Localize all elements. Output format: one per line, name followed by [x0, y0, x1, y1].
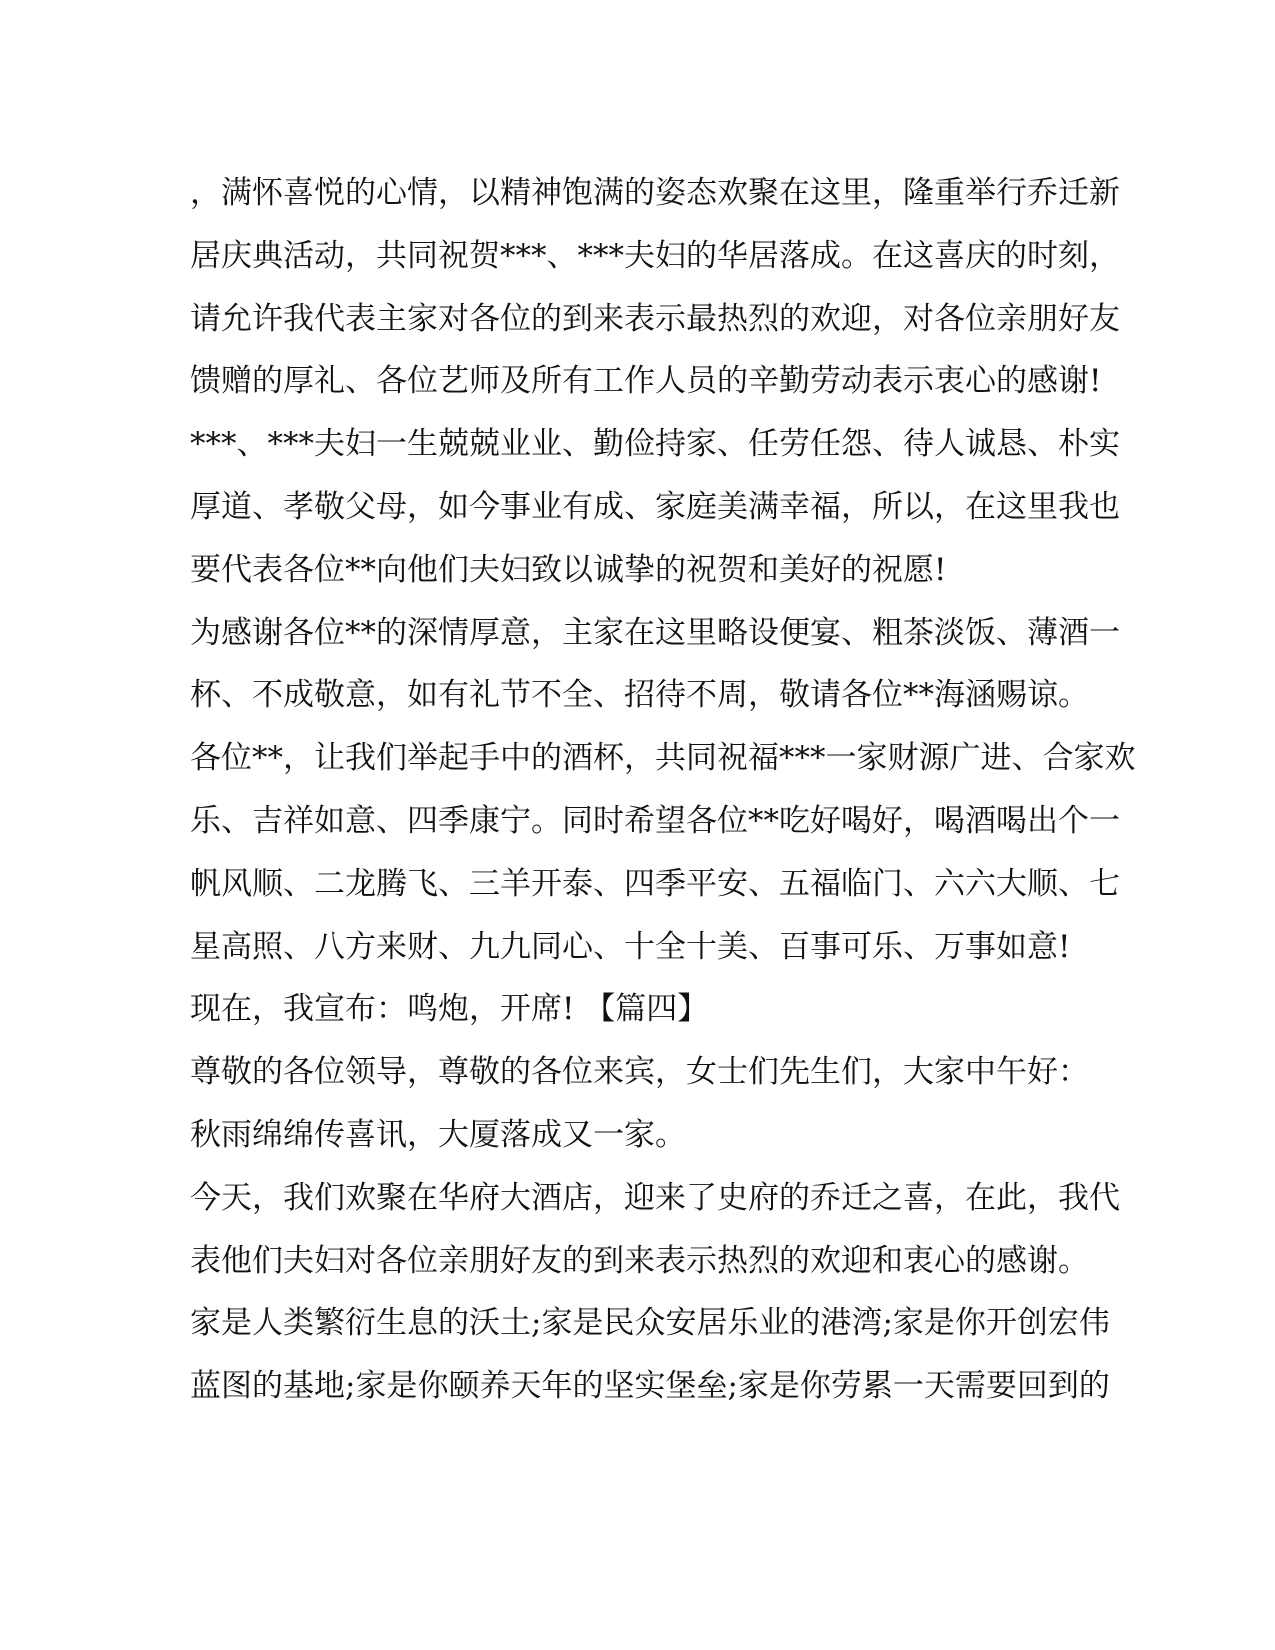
- text-line: 厚道、孝敬父母，如今事业有成、家庭美满幸福，所以，在这里我也: [190, 488, 1120, 525]
- text-line: 为感谢各位**的深情厚意，主家在这里略设便宴、粗茶淡饭、薄酒一: [190, 614, 1120, 651]
- text-line: 现在，我宣布：鸣炮，开席! 【篇四】: [190, 991, 709, 1028]
- text-line: ，满怀喜悦的心情，以精神饱满的姿态欢聚在这里，隆重举行乔迁新: [190, 175, 1120, 211]
- text-line: 星高照、八方来财、九九同心、十全十美、百事可乐、万事如意!: [190, 928, 1071, 965]
- text-line: 表他们夫妇对各位亲朋好友的到来表示热烈的欢迎和衷心的感谢。: [190, 1242, 1089, 1279]
- text-line: 居庆典活动，共同祝贺***、***夫妇的华居落成。在这喜庆的时刻，: [190, 237, 1120, 274]
- text-line: 馈赠的厚礼、各位艺师及所有工作人员的辛勤劳动表示衷心的感谢!: [190, 363, 1102, 400]
- text-line: 今天，我们欢聚在华府大酒店，迎来了史府的乔迁之喜，在此，我代: [190, 1179, 1120, 1216]
- text-line: ***、***夫妇一生兢兢业业、勤俭持家、任劳任怨、待人诚恳、朴实: [190, 426, 1120, 463]
- text-line: 要代表各位**向他们夫妇致以诚挚的祝贺和美好的祝愿!: [190, 551, 947, 588]
- text-line: 乐、吉祥如意、四季康宁。同时希望各位**吃好喝好，喝酒喝出个一: [190, 802, 1120, 839]
- text-line: 请允许我代表主家对各位的到来表示最热烈的欢迎，对各位亲朋好友: [190, 300, 1120, 337]
- body-text: [190, 162, 1136, 1418]
- text-line: 家是人类繁衍生息的沃土;家是民众安居乐业的港湾;家是你开创宏伟: [190, 1305, 1110, 1342]
- text-line: 秋雨绵绵传喜讯，大厦落成又一家。: [190, 1116, 686, 1153]
- text-line: 尊敬的各位领导，尊敬的各位来宾，女士们先生们，大家中午好：: [190, 1054, 1089, 1091]
- text-line: 帆风顺、二龙腾飞、三羊开泰、四季平安、五福临门、六六大顺、七: [190, 865, 1120, 902]
- text-line: 杯、不成敬意，如有礼节不全、招待不周，敬请各位**海涵赐谅。: [190, 677, 1089, 714]
- text-line: 各位**，让我们举起手中的酒杯，共同祝福***一家财源广进、合家欢: [190, 740, 1136, 777]
- text-line: 蓝图的基地;家是你颐养天年的坚实堡垒;家是你劳累一天需要回到的: [190, 1368, 1110, 1405]
